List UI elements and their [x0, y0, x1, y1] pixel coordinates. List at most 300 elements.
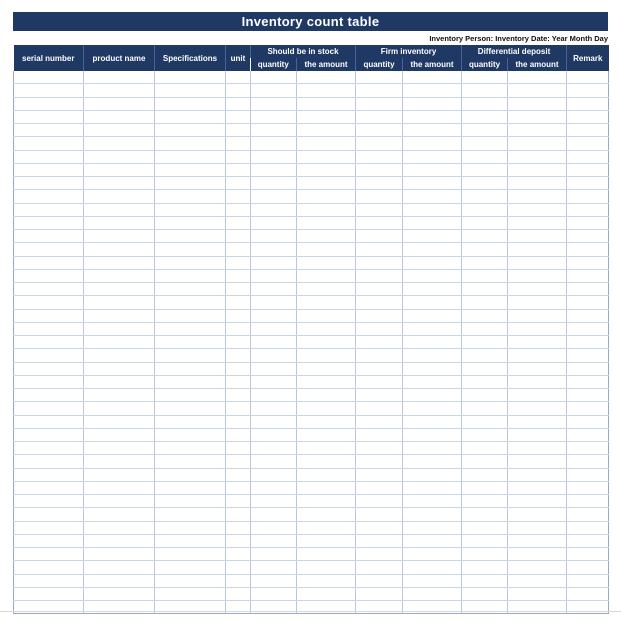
table-cell[interactable] [297, 256, 356, 269]
table-cell[interactable] [567, 362, 609, 375]
table-cell[interactable] [84, 468, 155, 481]
table-cell[interactable] [403, 455, 462, 468]
table-cell[interactable] [356, 561, 403, 574]
table-cell[interactable] [251, 110, 297, 123]
table-cell[interactable] [462, 375, 508, 388]
table-cell[interactable] [14, 216, 84, 229]
table-cell[interactable] [155, 203, 226, 216]
table-cell[interactable] [462, 587, 508, 600]
table-cell[interactable] [14, 110, 84, 123]
table-cell[interactable] [226, 375, 251, 388]
table-cell[interactable] [251, 84, 297, 97]
table-cell[interactable] [226, 561, 251, 574]
table-cell[interactable] [356, 375, 403, 388]
table-cell[interactable] [403, 150, 462, 163]
table-cell[interactable] [567, 203, 609, 216]
table-cell[interactable] [14, 521, 84, 534]
table-cell[interactable] [155, 548, 226, 561]
table-cell[interactable] [403, 256, 462, 269]
table-cell[interactable] [14, 296, 84, 309]
table-cell[interactable] [251, 71, 297, 84]
table-cell[interactable] [14, 587, 84, 600]
table-cell[interactable] [297, 84, 356, 97]
table-cell[interactable] [226, 587, 251, 600]
table-cell[interactable] [155, 508, 226, 521]
table-cell[interactable] [403, 230, 462, 243]
table-cell[interactable] [155, 137, 226, 150]
table-cell[interactable] [14, 402, 84, 415]
table-cell[interactable] [508, 177, 567, 190]
table-cell[interactable] [356, 190, 403, 203]
table-cell[interactable] [14, 269, 84, 282]
table-cell[interactable] [226, 455, 251, 468]
table-cell[interactable] [251, 375, 297, 388]
table-cell[interactable] [403, 534, 462, 547]
table-cell[interactable] [14, 150, 84, 163]
table-cell[interactable] [567, 481, 609, 494]
table-cell[interactable] [462, 481, 508, 494]
table-cell[interactable] [567, 97, 609, 110]
table-cell[interactable] [14, 415, 84, 428]
table-cell[interactable] [403, 442, 462, 455]
table-cell[interactable] [356, 508, 403, 521]
table-cell[interactable] [567, 534, 609, 547]
table-cell[interactable] [403, 269, 462, 282]
table-cell[interactable] [226, 256, 251, 269]
table-cell[interactable] [403, 468, 462, 481]
table-cell[interactable] [14, 362, 84, 375]
table-cell[interactable] [297, 124, 356, 137]
table-cell[interactable] [14, 481, 84, 494]
table-cell[interactable] [155, 349, 226, 362]
table-cell[interactable] [84, 322, 155, 335]
table-cell[interactable] [462, 362, 508, 375]
table-cell[interactable] [226, 428, 251, 441]
table-cell[interactable] [251, 203, 297, 216]
table-cell[interactable] [508, 521, 567, 534]
table-cell[interactable] [567, 468, 609, 481]
table-cell[interactable] [226, 534, 251, 547]
table-cell[interactable] [297, 548, 356, 561]
table-cell[interactable] [356, 97, 403, 110]
table-cell[interactable] [403, 548, 462, 561]
table-cell[interactable] [84, 216, 155, 229]
table-cell[interactable] [251, 508, 297, 521]
table-cell[interactable] [251, 402, 297, 415]
table-cell[interactable] [84, 110, 155, 123]
table-cell[interactable] [226, 442, 251, 455]
table-cell[interactable] [567, 574, 609, 587]
table-cell[interactable] [14, 548, 84, 561]
table-cell[interactable] [155, 362, 226, 375]
table-cell[interactable] [297, 71, 356, 84]
table-cell[interactable] [84, 428, 155, 441]
table-cell[interactable] [14, 375, 84, 388]
table-cell[interactable] [155, 190, 226, 203]
table-cell[interactable] [508, 428, 567, 441]
table-cell[interactable] [567, 548, 609, 561]
table-cell[interactable] [462, 269, 508, 282]
table-cell[interactable] [84, 124, 155, 137]
table-cell[interactable] [14, 230, 84, 243]
table-cell[interactable] [403, 415, 462, 428]
table-cell[interactable] [14, 137, 84, 150]
table-cell[interactable] [567, 322, 609, 335]
table-cell[interactable] [297, 296, 356, 309]
table-cell[interactable] [14, 97, 84, 110]
table-cell[interactable] [508, 230, 567, 243]
table-cell[interactable] [356, 587, 403, 600]
table-cell[interactable] [462, 574, 508, 587]
table-cell[interactable] [297, 468, 356, 481]
table-cell[interactable] [356, 110, 403, 123]
table-cell[interactable] [462, 137, 508, 150]
table-cell[interactable] [508, 442, 567, 455]
table-cell[interactable] [14, 561, 84, 574]
table-cell[interactable] [155, 455, 226, 468]
table-cell[interactable] [155, 375, 226, 388]
table-cell[interactable] [567, 442, 609, 455]
table-cell[interactable] [251, 309, 297, 322]
table-cell[interactable] [14, 124, 84, 137]
table-cell[interactable] [403, 587, 462, 600]
table-cell[interactable] [226, 521, 251, 534]
table-cell[interactable] [226, 468, 251, 481]
table-cell[interactable] [403, 521, 462, 534]
table-cell[interactable] [155, 71, 226, 84]
table-cell[interactable] [462, 216, 508, 229]
table-cell[interactable] [462, 561, 508, 574]
table-cell[interactable] [356, 455, 403, 468]
table-cell[interactable] [462, 296, 508, 309]
table-cell[interactable] [567, 508, 609, 521]
table-cell[interactable] [84, 71, 155, 84]
table-cell[interactable] [567, 137, 609, 150]
table-cell[interactable] [226, 177, 251, 190]
table-cell[interactable] [84, 534, 155, 547]
table-cell[interactable] [356, 137, 403, 150]
table-cell[interactable] [403, 177, 462, 190]
table-cell[interactable] [297, 163, 356, 176]
table-cell[interactable] [226, 495, 251, 508]
table-cell[interactable] [84, 309, 155, 322]
table-cell[interactable] [508, 137, 567, 150]
table-cell[interactable] [356, 362, 403, 375]
table-cell[interactable] [84, 349, 155, 362]
table-cell[interactable] [567, 561, 609, 574]
table-cell[interactable] [356, 269, 403, 282]
table-cell[interactable] [251, 336, 297, 349]
table-cell[interactable] [251, 428, 297, 441]
table-cell[interactable] [84, 243, 155, 256]
table-cell[interactable] [462, 256, 508, 269]
table-cell[interactable] [567, 455, 609, 468]
table-cell[interactable] [356, 389, 403, 402]
table-cell[interactable] [462, 442, 508, 455]
table-cell[interactable] [356, 163, 403, 176]
table-cell[interactable] [567, 150, 609, 163]
table-cell[interactable] [84, 163, 155, 176]
table-cell[interactable] [14, 495, 84, 508]
table-cell[interactable] [84, 508, 155, 521]
table-cell[interactable] [403, 71, 462, 84]
table-cell[interactable] [567, 283, 609, 296]
table-cell[interactable] [508, 216, 567, 229]
table-cell[interactable] [297, 216, 356, 229]
table-cell[interactable] [297, 521, 356, 534]
table-cell[interactable] [567, 309, 609, 322]
table-cell[interactable] [297, 495, 356, 508]
table-cell[interactable] [403, 362, 462, 375]
table-cell[interactable] [508, 481, 567, 494]
table-cell[interactable] [462, 495, 508, 508]
table-cell[interactable] [567, 336, 609, 349]
table-cell[interactable] [155, 296, 226, 309]
table-cell[interactable] [403, 203, 462, 216]
table-cell[interactable] [403, 336, 462, 349]
table-cell[interactable] [155, 177, 226, 190]
table-cell[interactable] [508, 124, 567, 137]
table-cell[interactable] [567, 163, 609, 176]
table-cell[interactable] [251, 230, 297, 243]
table-cell[interactable] [155, 84, 226, 97]
table-cell[interactable] [297, 587, 356, 600]
table-cell[interactable] [14, 71, 84, 84]
table-cell[interactable] [226, 137, 251, 150]
table-cell[interactable] [403, 574, 462, 587]
table-cell[interactable] [84, 481, 155, 494]
table-cell[interactable] [226, 322, 251, 335]
table-cell[interactable] [226, 216, 251, 229]
table-cell[interactable] [251, 349, 297, 362]
table-cell[interactable] [356, 177, 403, 190]
table-cell[interactable] [508, 296, 567, 309]
table-cell[interactable] [297, 481, 356, 494]
table-cell[interactable] [226, 508, 251, 521]
table-cell[interactable] [155, 481, 226, 494]
table-cell[interactable] [251, 389, 297, 402]
table-cell[interactable] [226, 481, 251, 494]
table-cell[interactable] [356, 124, 403, 137]
table-cell[interactable] [403, 137, 462, 150]
table-cell[interactable] [251, 534, 297, 547]
table-cell[interactable] [251, 521, 297, 534]
table-cell[interactable] [356, 415, 403, 428]
table-cell[interactable] [251, 468, 297, 481]
table-cell[interactable] [226, 84, 251, 97]
table-cell[interactable] [356, 336, 403, 349]
table-cell[interactable] [462, 203, 508, 216]
table-cell[interactable] [508, 508, 567, 521]
table-cell[interactable] [356, 256, 403, 269]
table-cell[interactable] [508, 256, 567, 269]
table-cell[interactable] [155, 442, 226, 455]
table-cell[interactable] [356, 230, 403, 243]
table-cell[interactable] [508, 587, 567, 600]
table-cell[interactable] [155, 402, 226, 415]
table-cell[interactable] [297, 508, 356, 521]
table-cell[interactable] [462, 415, 508, 428]
table-cell[interactable] [567, 415, 609, 428]
table-cell[interactable] [226, 230, 251, 243]
table-cell[interactable] [356, 296, 403, 309]
table-cell[interactable] [508, 84, 567, 97]
table-cell[interactable] [567, 71, 609, 84]
table-cell[interactable] [356, 71, 403, 84]
table-cell[interactable] [226, 362, 251, 375]
table-cell[interactable] [462, 389, 508, 402]
table-cell[interactable] [155, 283, 226, 296]
table-cell[interactable] [508, 534, 567, 547]
table-cell[interactable] [462, 230, 508, 243]
table-cell[interactable] [403, 309, 462, 322]
table-cell[interactable] [508, 389, 567, 402]
table-cell[interactable] [403, 561, 462, 574]
table-cell[interactable] [84, 415, 155, 428]
table-cell[interactable] [297, 349, 356, 362]
table-cell[interactable] [297, 137, 356, 150]
table-cell[interactable] [226, 150, 251, 163]
table-cell[interactable] [155, 110, 226, 123]
table-cell[interactable] [155, 243, 226, 256]
table-cell[interactable] [155, 322, 226, 335]
table-cell[interactable] [508, 375, 567, 388]
table-cell[interactable] [155, 150, 226, 163]
table-cell[interactable] [356, 534, 403, 547]
table-cell[interactable] [155, 561, 226, 574]
table-cell[interactable] [462, 71, 508, 84]
table-cell[interactable] [226, 97, 251, 110]
table-cell[interactable] [567, 110, 609, 123]
table-cell[interactable] [14, 322, 84, 335]
table-cell[interactable] [84, 97, 155, 110]
table-cell[interactable] [403, 97, 462, 110]
table-cell[interactable] [462, 521, 508, 534]
table-cell[interactable] [508, 548, 567, 561]
table-cell[interactable] [155, 309, 226, 322]
table-cell[interactable] [14, 349, 84, 362]
table-cell[interactable] [508, 269, 567, 282]
table-cell[interactable] [226, 110, 251, 123]
table-cell[interactable] [84, 269, 155, 282]
table-cell[interactable] [508, 495, 567, 508]
table-cell[interactable] [462, 508, 508, 521]
table-cell[interactable] [297, 203, 356, 216]
table-cell[interactable] [251, 243, 297, 256]
table-cell[interactable] [84, 402, 155, 415]
table-cell[interactable] [567, 296, 609, 309]
table-cell[interactable] [155, 256, 226, 269]
table-cell[interactable] [226, 190, 251, 203]
table-cell[interactable] [297, 561, 356, 574]
table-cell[interactable] [14, 442, 84, 455]
table-cell[interactable] [403, 283, 462, 296]
table-cell[interactable] [403, 481, 462, 494]
table-cell[interactable] [226, 309, 251, 322]
table-cell[interactable] [567, 389, 609, 402]
table-cell[interactable] [14, 309, 84, 322]
table-cell[interactable] [508, 574, 567, 587]
table-cell[interactable] [251, 455, 297, 468]
table-cell[interactable] [155, 230, 226, 243]
table-cell[interactable] [14, 190, 84, 203]
table-cell[interactable] [567, 375, 609, 388]
table-cell[interactable] [251, 587, 297, 600]
table-cell[interactable] [462, 110, 508, 123]
table-cell[interactable] [356, 521, 403, 534]
table-cell[interactable] [356, 203, 403, 216]
table-cell[interactable] [84, 587, 155, 600]
table-cell[interactable] [84, 362, 155, 375]
table-cell[interactable] [297, 190, 356, 203]
table-cell[interactable] [462, 150, 508, 163]
table-cell[interactable] [462, 243, 508, 256]
table-cell[interactable] [84, 495, 155, 508]
table-cell[interactable] [297, 415, 356, 428]
table-cell[interactable] [297, 269, 356, 282]
table-cell[interactable] [251, 415, 297, 428]
table-cell[interactable] [251, 216, 297, 229]
table-cell[interactable] [508, 362, 567, 375]
table-cell[interactable] [508, 309, 567, 322]
table-cell[interactable] [297, 110, 356, 123]
table-cell[interactable] [356, 402, 403, 415]
table-cell[interactable] [226, 269, 251, 282]
table-cell[interactable] [462, 97, 508, 110]
table-cell[interactable] [226, 124, 251, 137]
table-cell[interactable] [297, 177, 356, 190]
table-cell[interactable] [403, 349, 462, 362]
table-cell[interactable] [251, 574, 297, 587]
table-cell[interactable] [508, 243, 567, 256]
table-cell[interactable] [356, 548, 403, 561]
table-cell[interactable] [403, 402, 462, 415]
table-cell[interactable] [84, 203, 155, 216]
table-cell[interactable] [508, 283, 567, 296]
table-cell[interactable] [297, 150, 356, 163]
table-cell[interactable] [251, 190, 297, 203]
table-cell[interactable] [14, 468, 84, 481]
table-cell[interactable] [567, 84, 609, 97]
table-cell[interactable] [403, 389, 462, 402]
table-cell[interactable] [14, 177, 84, 190]
table-cell[interactable] [403, 375, 462, 388]
table-cell[interactable] [226, 336, 251, 349]
table-cell[interactable] [508, 561, 567, 574]
table-cell[interactable] [251, 163, 297, 176]
table-cell[interactable] [155, 574, 226, 587]
table-cell[interactable] [403, 216, 462, 229]
table-cell[interactable] [508, 455, 567, 468]
table-cell[interactable] [356, 349, 403, 362]
table-cell[interactable] [251, 481, 297, 494]
table-cell[interactable] [403, 84, 462, 97]
table-cell[interactable] [226, 71, 251, 84]
table-cell[interactable] [84, 256, 155, 269]
table-cell[interactable] [567, 402, 609, 415]
table-cell[interactable] [508, 402, 567, 415]
table-cell[interactable] [403, 428, 462, 441]
table-cell[interactable] [297, 243, 356, 256]
table-cell[interactable] [226, 389, 251, 402]
table-cell[interactable] [297, 428, 356, 441]
table-cell[interactable] [356, 243, 403, 256]
table-cell[interactable] [155, 269, 226, 282]
table-cell[interactable] [297, 309, 356, 322]
table-cell[interactable] [251, 495, 297, 508]
table-cell[interactable] [155, 97, 226, 110]
table-cell[interactable] [567, 587, 609, 600]
